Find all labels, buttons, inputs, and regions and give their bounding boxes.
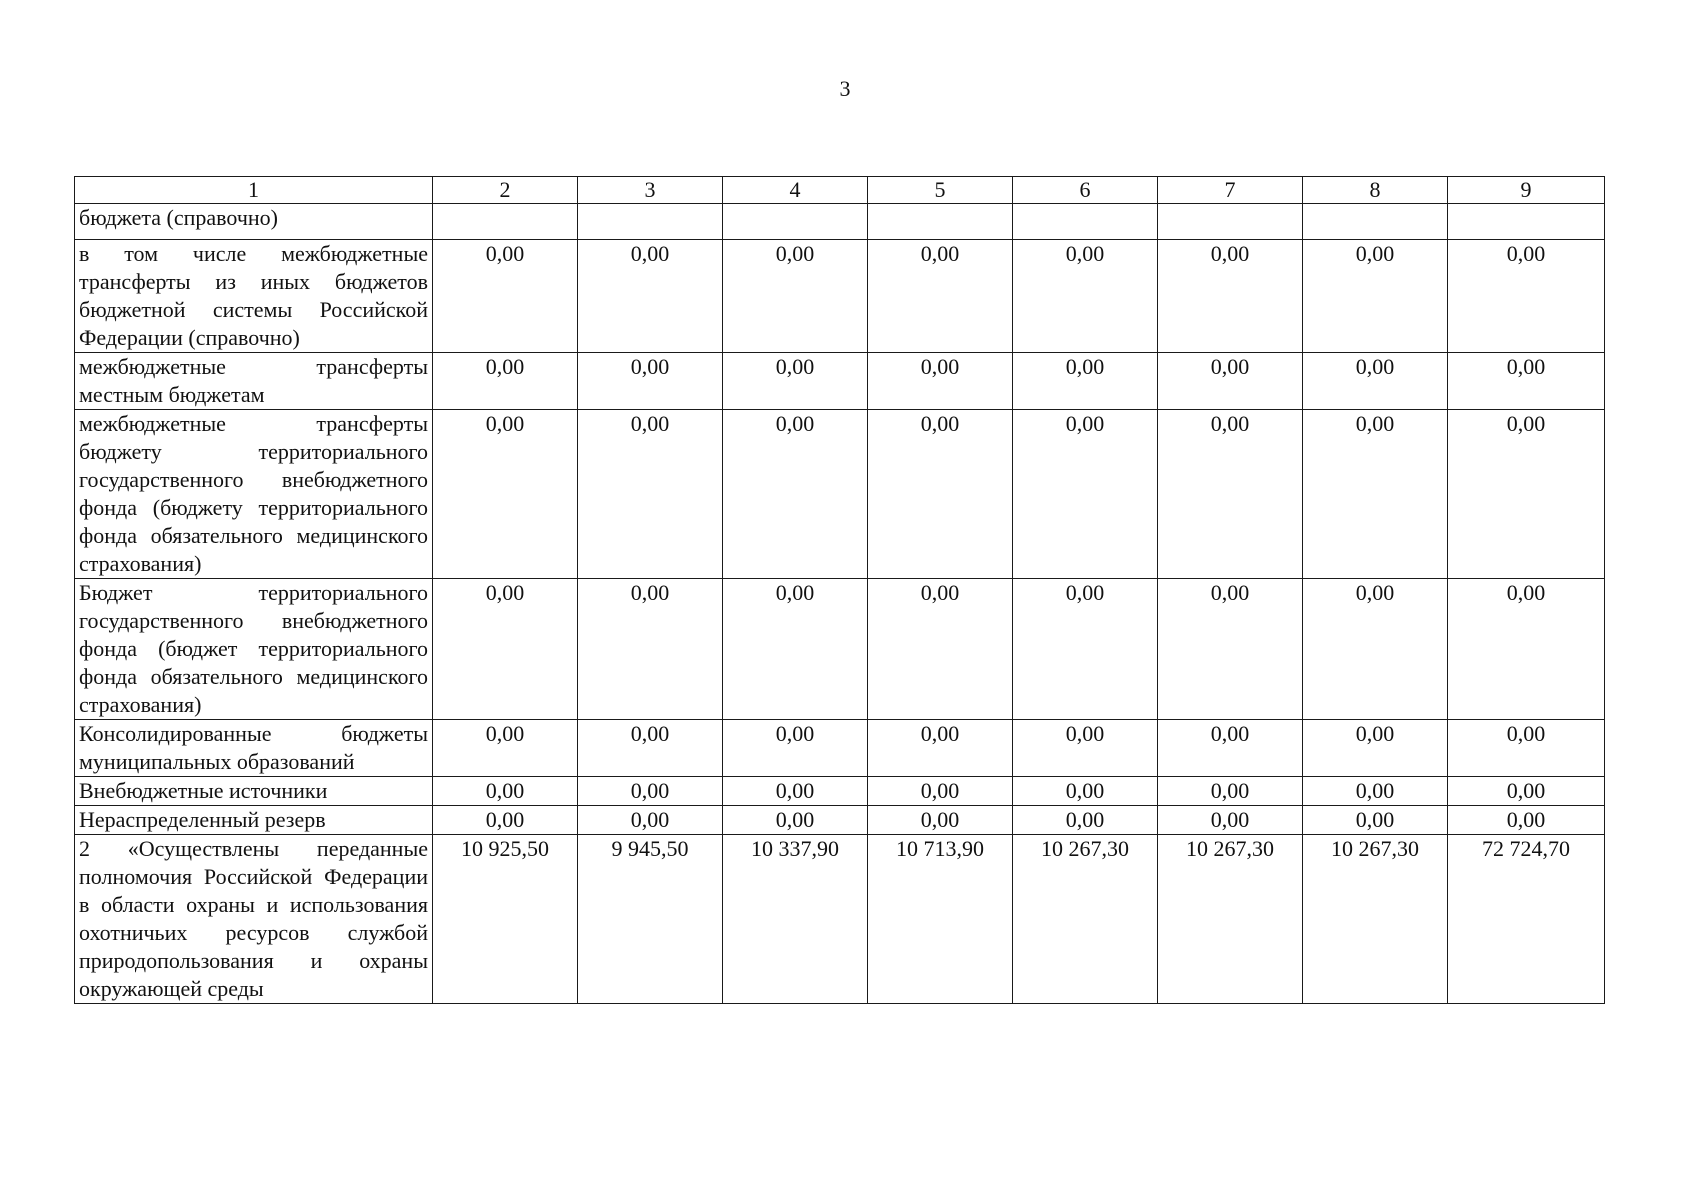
table-cell: 0,00 — [868, 720, 1013, 777]
table-row — [75, 353, 1605, 410]
table-cell: 0,00 — [578, 353, 723, 410]
budget-table — [74, 176, 1605, 1004]
table-cell: 0,00 — [1158, 579, 1303, 720]
table-cell: 0,00 — [1013, 579, 1158, 720]
table-cell: 0,00 — [723, 777, 868, 806]
column-header: 4 — [723, 177, 868, 204]
table-cell: 10 267,30 — [1158, 835, 1303, 1004]
table-cell — [1013, 204, 1158, 240]
table-cell: 0,00 — [868, 579, 1013, 720]
table-cell: 0,00 — [1158, 353, 1303, 410]
table-cell — [433, 204, 578, 240]
table-cell: 10 337,90 — [723, 835, 868, 1004]
table-cell: 0,00 — [1158, 240, 1303, 353]
table-row — [75, 240, 1605, 353]
table-cell: 0,00 — [1303, 720, 1448, 777]
table-cell — [723, 204, 868, 240]
table-row — [75, 806, 1605, 835]
table-cell: 0,00 — [723, 240, 868, 353]
table-cell: 0,00 — [578, 410, 723, 579]
table-cell: 0,00 — [1303, 353, 1448, 410]
page-number: 3 — [839, 76, 851, 101]
row-label: Бюджет территориального государственного внебюджетного фонда (бюджет территориального фонда обязательного медицинского страхования) — [75, 579, 433, 720]
table-cell: 0,00 — [433, 410, 578, 579]
table-cell: 0,00 — [433, 353, 578, 410]
column-header: 9 — [1448, 177, 1605, 204]
table-cell — [868, 204, 1013, 240]
table-cell: 0,00 — [1303, 579, 1448, 720]
table-cell: 10 713,90 — [868, 835, 1013, 1004]
table-cell: 0,00 — [723, 353, 868, 410]
table-cell: 0,00 — [868, 777, 1013, 806]
table-cell: 0,00 — [433, 579, 578, 720]
table-cell: 0,00 — [1448, 777, 1605, 806]
table-cell: 0,00 — [723, 720, 868, 777]
table-cell — [1158, 204, 1303, 240]
table-cell: 0,00 — [868, 240, 1013, 353]
table-cell: 0,00 — [1303, 410, 1448, 579]
table-cell: 0,00 — [1303, 777, 1448, 806]
table-cell: 0,00 — [1158, 410, 1303, 579]
row-label: бюджета (справочно) — [75, 204, 433, 240]
table-cell: 0,00 — [1158, 806, 1303, 835]
row-label: в том числе межбюджетные трансферты из иных бюджетов бюджетной системы Российской Федерации (справочно) — [75, 240, 433, 353]
table-cell: 0,00 — [1013, 353, 1158, 410]
table-cell: 0,00 — [868, 806, 1013, 835]
table-cell: 10 267,30 — [1013, 835, 1158, 1004]
table-cell: 0,00 — [1448, 720, 1605, 777]
table-cell: 0,00 — [1013, 720, 1158, 777]
table-cell: 0,00 — [578, 720, 723, 777]
table-cell: 0,00 — [578, 806, 723, 835]
table-cell: 0,00 — [868, 353, 1013, 410]
table-cell: 72 724,70 — [1448, 835, 1605, 1004]
table-row — [75, 777, 1605, 806]
table-cell: 0,00 — [433, 806, 578, 835]
table-cell: 0,00 — [578, 777, 723, 806]
table-cell: 0,00 — [1448, 579, 1605, 720]
table-row — [75, 579, 1605, 720]
row-label: Консолидированные бюджеты муниципальных образований — [75, 720, 433, 777]
table-cell: 0,00 — [1013, 410, 1158, 579]
table-cell — [1303, 204, 1448, 240]
table-cell: 0,00 — [723, 806, 868, 835]
row-label: 2 «Осуществлены переданные полномочия Российской Федерации в области охраны и использования охотничьих ресурсов службой природопользования и охраны окружающей среды — [75, 835, 433, 1004]
column-header: 8 — [1303, 177, 1448, 204]
table-cell: 0,00 — [578, 240, 723, 353]
table-row — [75, 410, 1605, 579]
column-header: 2 — [433, 177, 578, 204]
column-header: 7 — [1158, 177, 1303, 204]
table-cell: 9 945,50 — [578, 835, 723, 1004]
table-cell: 0,00 — [1448, 410, 1605, 579]
table-cell: 0,00 — [433, 240, 578, 353]
table-cell: 0,00 — [433, 777, 578, 806]
table-cell: 0,00 — [1303, 806, 1448, 835]
table-cell: 0,00 — [1448, 353, 1605, 410]
row-label: Внебюджетные источники — [75, 777, 433, 806]
header-row — [75, 177, 1605, 204]
table-cell: 0,00 — [1158, 720, 1303, 777]
row-label: межбюджетные трансферты местным бюджетам — [75, 353, 433, 410]
row-label: межбюджетные трансферты бюджету территориального государственного внебюджетного фонда (бюджету территориального фонда обязательного медицинского страхования) — [75, 410, 433, 579]
table-cell: 0,00 — [1303, 240, 1448, 353]
table-row — [75, 835, 1605, 1004]
table-cell: 0,00 — [1013, 777, 1158, 806]
row-label: Нераспределенный резерв — [75, 806, 433, 835]
table-cell: 0,00 — [1448, 806, 1605, 835]
table-cell: 0,00 — [1013, 806, 1158, 835]
table-cell: 0,00 — [723, 579, 868, 720]
column-header: 1 — [75, 177, 433, 204]
table-cell: 10 267,30 — [1303, 835, 1448, 1004]
table-cell: 0,00 — [723, 410, 868, 579]
table-cell: 0,00 — [578, 579, 723, 720]
table-cell — [1448, 204, 1605, 240]
column-header: 3 — [578, 177, 723, 204]
table-cell: 0,00 — [868, 410, 1013, 579]
table-cell: 0,00 — [1448, 240, 1605, 353]
table-cell — [578, 204, 723, 240]
table-cell: 0,00 — [1158, 777, 1303, 806]
table-cell: 10 925,50 — [433, 835, 578, 1004]
column-header: 6 — [1013, 177, 1158, 204]
table-cell: 0,00 — [1013, 240, 1158, 353]
column-header: 5 — [868, 177, 1013, 204]
table-row — [75, 720, 1605, 777]
table-cell: 0,00 — [433, 720, 578, 777]
table-row — [75, 204, 1605, 240]
